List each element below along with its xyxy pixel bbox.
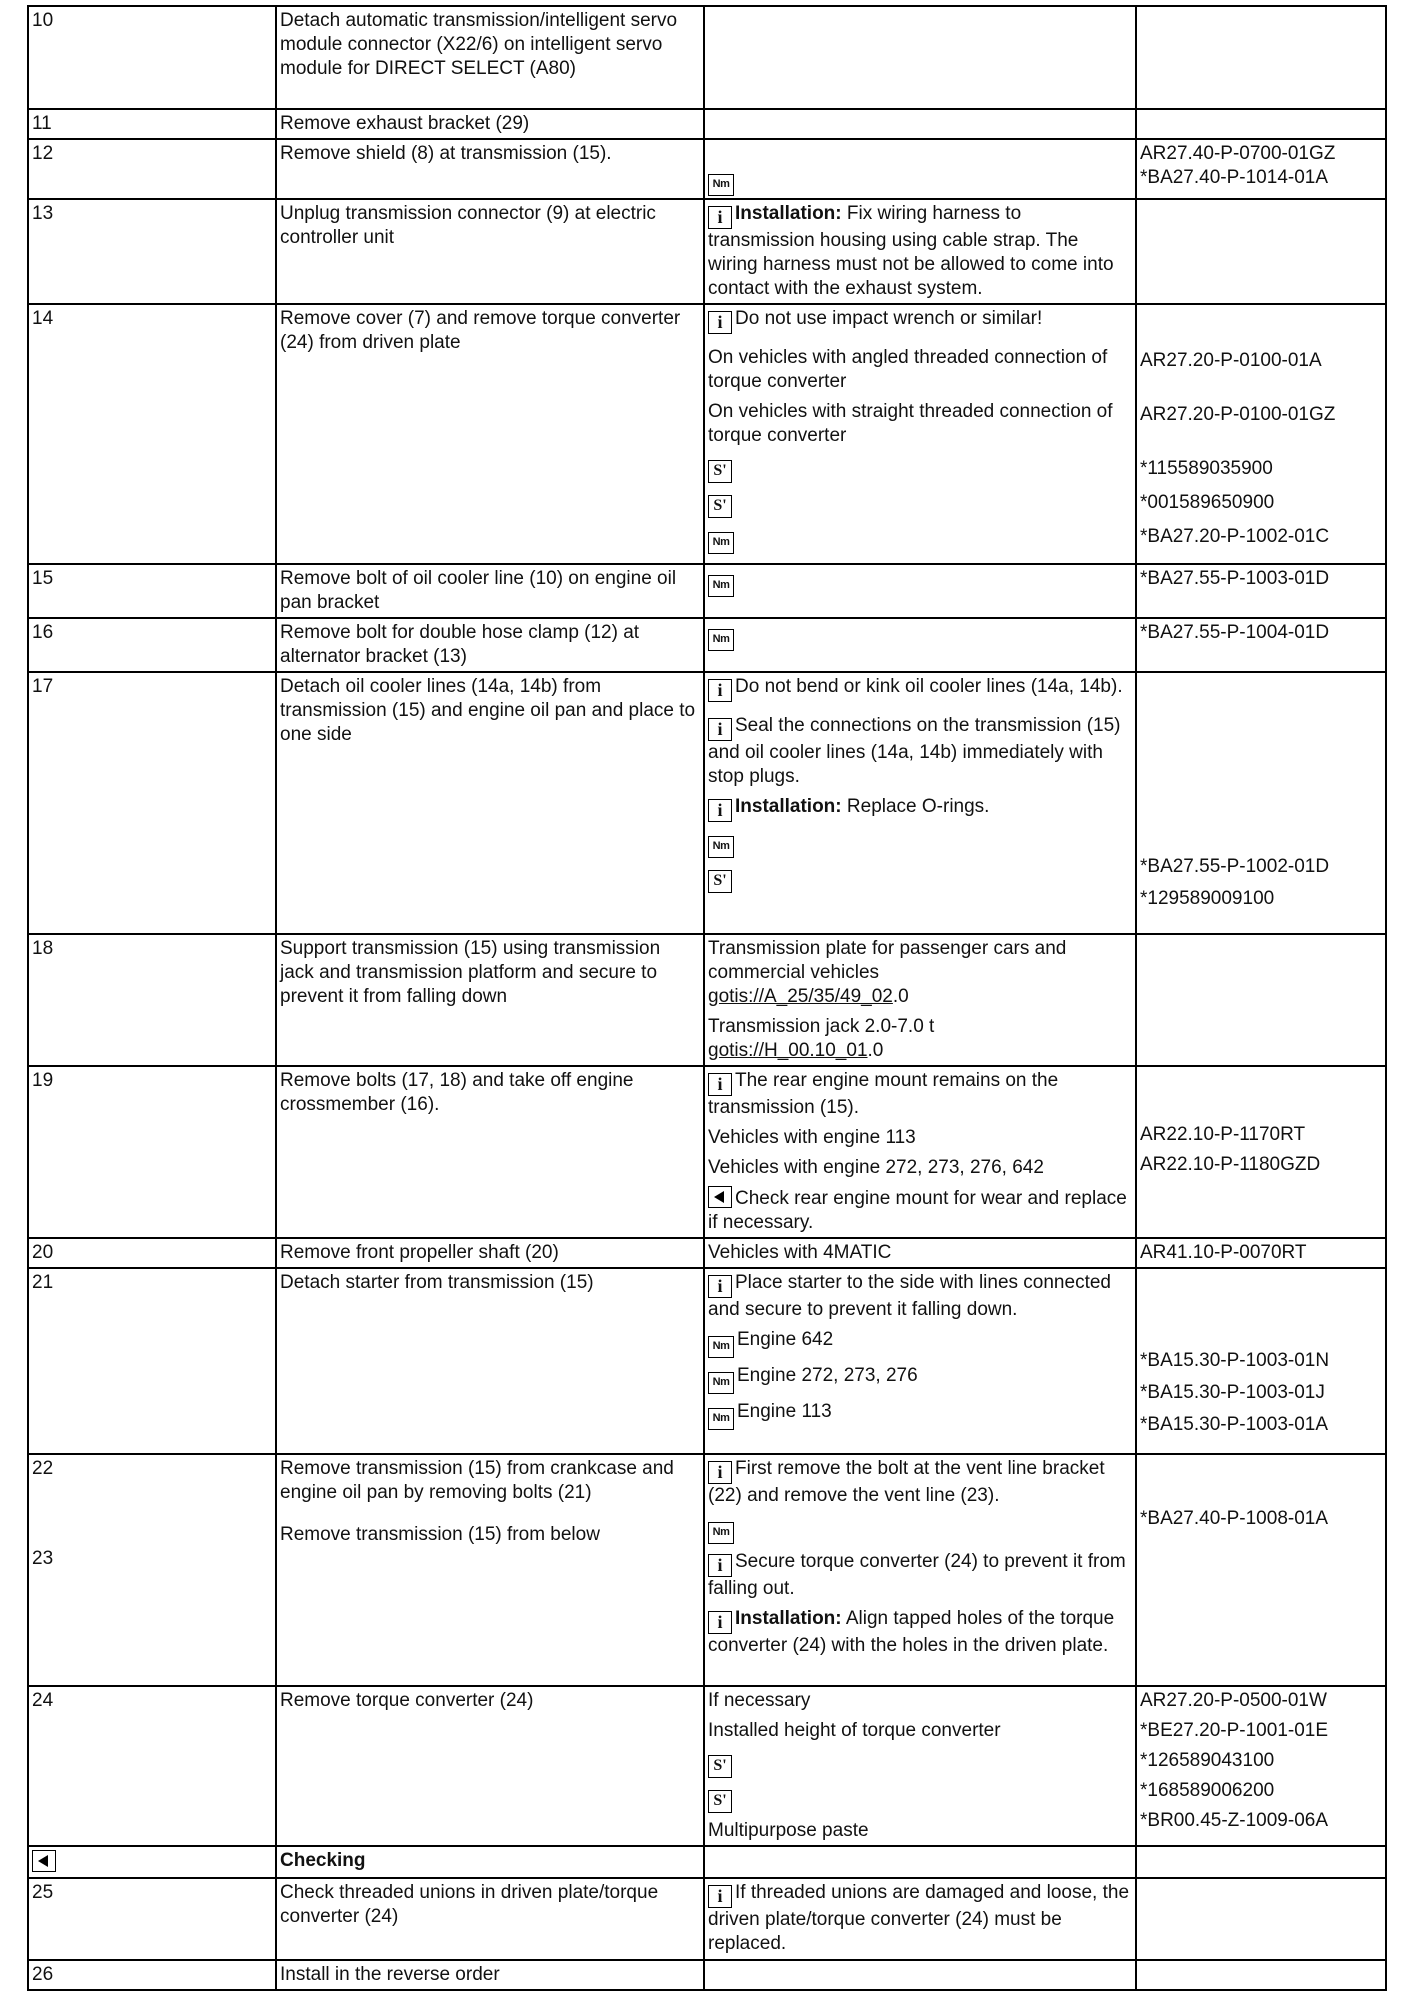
note-text: Vehicles with engine 272, 273, 276, 642 <box>708 1157 1044 1178</box>
step-description: Remove exhaust bracket (29) <box>276 109 704 139</box>
step-description: Remove bolt of oil cooler line (10) on engine oil pan bracket <box>276 564 704 618</box>
step-number: 21 <box>28 1268 276 1454</box>
step-description: Check threaded unions in driven plate/torque converter (24) <box>276 1878 704 1960</box>
note-text: Fix wiring harness to transmission housing using cable strap. The wiring harness must not be allowed to come into contact with the exhaust system. <box>708 203 1114 299</box>
step-number: 24 <box>28 1686 276 1846</box>
section-heading: Checking <box>276 1846 704 1878</box>
torque-icon: Nm <box>708 1372 734 1394</box>
info-icon: i <box>708 1275 732 1298</box>
reference-link[interactable]: *168589006200 <box>1140 1780 1275 1801</box>
info-icon: i <box>708 1611 732 1634</box>
checking-icon <box>708 1186 732 1208</box>
installation-label: Installation: <box>735 1608 842 1629</box>
torque-icon: Nm <box>708 575 734 597</box>
reference-link[interactable]: AR22.10-P-1180GZD <box>1140 1154 1321 1175</box>
step-number: 14 <box>28 304 276 564</box>
step-number: 12 <box>28 139 276 199</box>
note-text: Engine 272, 273, 276 <box>737 1365 918 1386</box>
step-number: 13 <box>28 199 276 304</box>
step-reference <box>1136 564 1386 618</box>
reference-link[interactable]: AR27.20-P-0100-01A <box>1140 350 1322 371</box>
step-reference <box>1136 618 1386 672</box>
step-reference <box>1136 109 1386 139</box>
reference-link[interactable]: AR27.20-P-0100-01GZ <box>1140 404 1336 425</box>
step-number: 22 <box>32 1458 54 1479</box>
info-icon: i <box>708 1073 732 1096</box>
info-icon: i <box>708 206 732 229</box>
table-row <box>28 139 1386 199</box>
note-text: Do not bend or kink oil cooler lines (14a, 14b). <box>735 676 1123 697</box>
table-row <box>28 1846 1386 1878</box>
note-text: Place starter to the side with lines connected and secure to prevent it falling down. <box>708 1272 1111 1320</box>
installation-label: Installation: <box>735 203 842 224</box>
repair-instructions-table <box>27 5 1385 1991</box>
step-description: Remove cover (7) and remove torque converter (24) from driven plate <box>276 304 704 564</box>
note-text: The rear engine mount remains on the transmission (15). <box>708 1070 1059 1118</box>
step-number: 25 <box>28 1878 276 1960</box>
table-row <box>28 304 1386 564</box>
note-text: Align tapped holes of the torque converter (24) with the holes in the driven plate. <box>708 1608 1115 1656</box>
reference-link[interactable]: AR27.20-P-0500-01W <box>1140 1690 1327 1711</box>
step-reference <box>1136 934 1386 1066</box>
reference-link[interactable]: *BA27.40-P-1008-01A <box>1140 1508 1329 1529</box>
step-number: 11 <box>28 109 276 139</box>
note-text: Transmission plate for passenger cars and commercial vehicles <box>708 938 1067 983</box>
reference-link[interactable]: *BE27.20-P-1001-01E <box>1140 1720 1329 1741</box>
step-description: Detach starter from transmission (15) <box>276 1268 704 1454</box>
table-row <box>28 6 1386 109</box>
step-number: 16 <box>28 618 276 672</box>
step-reference <box>1136 1960 1386 1990</box>
special-tool-icon: S' <box>708 460 732 483</box>
installation-label: Installation: <box>735 796 842 817</box>
table-row <box>28 199 1386 304</box>
procedure-table <box>27 5 1387 1991</box>
step-notes <box>704 618 1136 672</box>
step-reference <box>1136 6 1386 109</box>
reference-link[interactable]: *BA27.55-P-1003-01D <box>1140 568 1330 589</box>
note-text: Engine 642 <box>737 1329 834 1350</box>
link-suffix: .0 <box>892 986 909 1007</box>
table-row <box>28 1238 1386 1268</box>
torque-icon: Nm <box>708 174 734 196</box>
torque-icon: Nm <box>708 836 734 858</box>
reference-link[interactable]: *129589009100 <box>1140 888 1275 909</box>
special-tool-icon: S' <box>708 870 732 893</box>
table-row <box>28 672 1386 934</box>
step-description: Support transmission (15) using transmission jack and transmission platform and secure to prevent it from falling down <box>276 934 704 1066</box>
table-row <box>28 1454 1386 1686</box>
step-number: 17 <box>28 672 276 934</box>
step-reference <box>1136 672 1386 934</box>
torque-icon: Nm <box>708 1522 734 1544</box>
table-row <box>28 618 1386 672</box>
step-description: Detach automatic transmission/intelligent servo module connector (X22/6) on intelligent servo module for DIRECT SELECT (A80) <box>276 6 704 109</box>
note-text: On vehicles with straight threaded connection of torque converter <box>708 401 1113 446</box>
info-icon: i <box>708 1885 732 1908</box>
step-description: Remove bolt for double hose clamp (12) at alternator bracket (13) <box>276 618 704 672</box>
reference-link[interactable]: *BA27.55-P-1004-01D <box>1140 622 1330 643</box>
note-text: Secure torque converter (24) to prevent it from falling out. <box>708 1551 1126 1599</box>
special-tool-icon: S' <box>708 1790 732 1813</box>
step-reference <box>1136 304 1386 564</box>
step-description: Remove bolts (17, 18) and take off engine crossmember (16). <box>276 1066 704 1238</box>
special-tool-icon: S' <box>708 495 732 518</box>
table-row <box>28 564 1386 618</box>
step-notes <box>704 1878 1136 1960</box>
note-text: Check rear engine mount for wear and replace if necessary. <box>708 1188 1127 1233</box>
step-description-text: Remove transmission (15) from crankcase and engine oil pan by removing bolts (21) <box>280 1458 674 1503</box>
note-text: Vehicles with engine 113 <box>708 1127 916 1148</box>
link-suffix: .0 <box>867 1040 884 1061</box>
table-row <box>28 1066 1386 1238</box>
step-notes <box>704 672 1136 934</box>
note-text: Transmission jack 2.0-7.0 t <box>708 1016 935 1037</box>
step-number: 15 <box>28 564 276 618</box>
step-notes <box>704 934 1136 1066</box>
reference-link[interactable]: *001589650900 <box>1140 492 1275 513</box>
special-tool-icon: S' <box>708 1755 732 1778</box>
step-notes <box>704 199 1136 304</box>
reference-link[interactable]: *BA27.20-P-1002-01C <box>1140 526 1330 547</box>
torque-icon: Nm <box>708 629 734 651</box>
step-description: Remove shield (8) at transmission (15). <box>276 139 704 199</box>
info-icon: i <box>708 799 732 822</box>
step-reference <box>1136 1846 1386 1878</box>
note-text: If necessary <box>708 1690 811 1711</box>
reference-link[interactable]: AR22.10-P-1170RT <box>1140 1124 1306 1145</box>
reference-link[interactable]: *BA15.30-P-1003-01A <box>1140 1414 1329 1435</box>
reference-link[interactable]: AR27.40-P-0700-01GZ <box>1140 143 1336 164</box>
note-text: Multipurpose paste <box>708 1820 869 1841</box>
step-reference <box>1136 139 1386 199</box>
step-notes <box>704 6 1136 109</box>
note-text: Engine 113 <box>737 1401 832 1422</box>
step-reference <box>1136 1066 1386 1238</box>
checking-icon <box>32 1850 56 1872</box>
step-notes <box>704 564 1136 618</box>
torque-icon: Nm <box>708 532 734 554</box>
step-number: 20 <box>28 1238 276 1268</box>
step-reference <box>1136 1268 1386 1454</box>
torque-icon: Nm <box>708 1336 734 1358</box>
note-text: If threaded unions are damaged and loose, the driven plate/torque converter (24) must be replaced. <box>708 1882 1130 1954</box>
reference-link[interactable]: *126589043100 <box>1140 1750 1275 1771</box>
reference-link[interactable]: *BA27.55-P-1002-01D <box>1140 856 1330 877</box>
step-reference <box>1136 1238 1386 1268</box>
note-text: Seal the connections on the transmission (15) and oil cooler lines (14a, 14b) immediately with stop plugs. <box>708 715 1121 787</box>
step-notes: Vehicles with 4MATIC <box>704 1238 1136 1268</box>
step-notes <box>704 139 1136 199</box>
step-description-text: Remove transmission (15) from below <box>280 1524 600 1545</box>
table-row <box>28 1686 1386 1846</box>
table-row <box>28 934 1386 1066</box>
step-description: Install in the reverse order <box>276 1960 704 1990</box>
step-notes <box>704 1268 1136 1454</box>
step-reference <box>1136 1878 1386 1960</box>
note-text: Replace O-rings. <box>846 796 990 817</box>
table-row <box>28 1268 1386 1454</box>
note-text: On vehicles with angled threaded connection of torque converter <box>708 347 1108 392</box>
info-icon: i <box>708 679 732 702</box>
reference-link[interactable]: *115589035900 <box>1140 458 1273 479</box>
step-notes <box>704 1846 1136 1878</box>
reference-link[interactable]: *BA15.30-P-1003-01N <box>1140 1350 1330 1371</box>
note-text: Installed height of torque converter <box>708 1720 1001 1741</box>
table-row <box>28 109 1386 139</box>
step-number: 23 <box>32 1548 54 1569</box>
step-description: Detach oil cooler lines (14a, 14b) from transmission (15) and engine oil pan and place to one side <box>276 672 704 934</box>
step-notes <box>704 1960 1136 1990</box>
step-reference <box>1136 199 1386 304</box>
step-description <box>276 1454 704 1686</box>
torque-icon: Nm <box>708 1408 734 1430</box>
reference-link[interactable]: AR41.10-P-0070RT <box>1140 1242 1307 1263</box>
step-notes <box>704 1066 1136 1238</box>
step-reference <box>1136 1454 1386 1686</box>
note-text: Do not use impact wrench or similar! <box>735 308 1043 329</box>
gotis-link[interactable]: gotis://H_00.10_01 <box>708 1040 868 1061</box>
table-row <box>28 1878 1386 1960</box>
step-description: Unplug transmission connector (9) at electric controller unit <box>276 199 704 304</box>
reference-link[interactable]: *BR00.45-Z-1009-06A <box>1140 1810 1328 1831</box>
gotis-link[interactable]: gotis://A_25/35/49_02 <box>708 986 893 1007</box>
step-number <box>28 1454 276 1686</box>
step-number: 10 <box>28 6 276 109</box>
checking-icon-cell <box>28 1846 276 1878</box>
step-notes <box>704 1686 1136 1846</box>
step-description: Remove torque converter (24) <box>276 1686 704 1846</box>
step-notes <box>704 1454 1136 1686</box>
note-text: First remove the bolt at the vent line bracket (22) and remove the vent line (23). <box>708 1458 1105 1506</box>
step-description: Remove front propeller shaft (20) <box>276 1238 704 1268</box>
info-icon: i <box>708 311 732 334</box>
info-icon: i <box>708 1461 732 1484</box>
step-number: 18 <box>28 934 276 1066</box>
reference-link[interactable]: *BA15.30-P-1003-01J <box>1140 1382 1325 1403</box>
step-notes <box>704 304 1136 564</box>
step-number: 19 <box>28 1066 276 1238</box>
table-row <box>28 1960 1386 1990</box>
info-icon: i <box>708 1554 732 1577</box>
reference-link[interactable]: *BA27.40-P-1014-01A <box>1140 167 1329 188</box>
info-icon: i <box>708 718 732 741</box>
step-notes <box>704 109 1136 139</box>
step-number: 26 <box>28 1960 276 1990</box>
step-reference <box>1136 1686 1386 1846</box>
